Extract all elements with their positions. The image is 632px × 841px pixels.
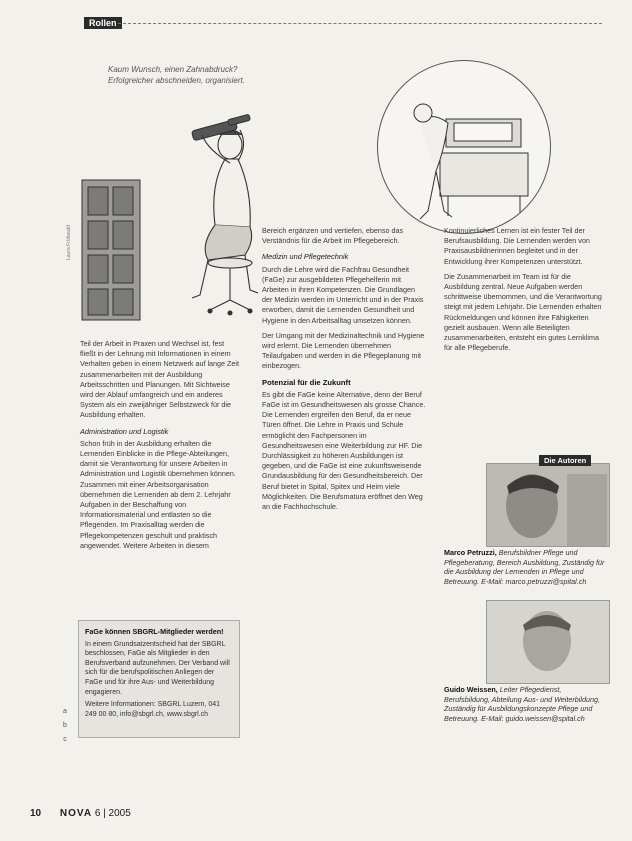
- cabinet-drawing: [82, 180, 140, 320]
- article-column-3: [444, 226, 607, 358]
- top-rule: [118, 23, 602, 24]
- column-3-paragraph-2: Die Zusammenarbeit im Team ist für die Ausbildung zentral. Neue Aufgaben werden schrittweise übernommen, und die Verantwortung steigt mit jedem Lehrjahr. Die Lernenden erhalten Rückmeldungen und können ihre Fähigkeiten gezielt ausbauen. Wenn alle Beteiligten zusammenarbeiten, entsteht ein gutes Lernklima für alle Pflegeberufe.: [444, 271, 602, 353]
- circle-inset-drawing: [378, 61, 550, 233]
- subheading-potenzial: Potenzial für die Zukunft: [262, 377, 351, 387]
- page-footer: [30, 808, 131, 819]
- info-box-title: FaGe können SBGRL-Mitglieder werden!: [85, 627, 224, 636]
- column-2-paragraph-1: Bereich ergänzen und vertiefen, ebenso das Verständnis für die Arbeit im Pflegebereich.: [262, 226, 404, 246]
- author-2-portrait: [487, 601, 609, 683]
- issue-number: 6 | 2005: [94, 808, 131, 819]
- section-tag: Rollen: [84, 17, 122, 29]
- author-1-name: Marco Petruzzi,: [444, 548, 497, 557]
- author-2-bio: Leiter Pflegedienst, Berufsbildung, Abteilung Aus- und Weiterbildung, Zuständig für Ausbildungskonzepte Pflege und Betreuung. E-Mail: guido.weissen@spital.ch: [444, 685, 600, 723]
- side-letter: a: [63, 708, 67, 715]
- author-1-portrait: [487, 464, 609, 546]
- author-2-name: Guido Weissen,: [444, 685, 498, 694]
- authors-tag: Die Autoren: [539, 455, 591, 466]
- column-3-paragraph-1: Kontinuierliches Lernen ist ein fester Teil der Berufsausbildung. Die Lernenden werden von Praxisausbildnerinnen begleitet und in der Entwicklung ihrer Kompetenzen unterstützt.: [444, 226, 590, 266]
- column-1-intro: Teil der Arbeit in Praxen und Wechsel ist, fest fließt in der Lehrung mit Informationen in einem Verhalten geben in einem Netzwerk auf lange Zeit zusammenarbeiten mit der Ausbildung Arbeitsschritten und Planungen. Mit Sichtweise wird der Ablauf umfangreich und ein anderes System als ein zweijähriger Selbstzweck für die Ausbildung erhalten.: [80, 339, 240, 420]
- column-2-paragraph-3: Der Umgang mit der Medizinaltechnik und Hygiene wird erlernt. Die Lernenden übernehmen Teilaufgaben und werden in die Pflegeplanung mit einbezogen.: [262, 330, 425, 371]
- person-drawing: [191, 114, 258, 315]
- column-2-paragraph-4: Es gibt die FaGe keine Alternative, denn der Beruf FaGe ist im Gesundheitswesen als grosse Chance. Die Lernenden ergreifen den Beruf, da er neue Türen öffnet. Die Lehre in Praxis und Schule ermöglicht den Fachpersonen im Gesundheitswesen eine Weiterbildung zur HF. Die Durchlässigkeit zu höheren Ausbildungen ist gegeben, und die FaGe ist eine zukunftsweisende Grundausbildung für den Gesundheitsbereich. Der Beruf bietet in Spital, Spitex und Heim viele Möglichkeiten. Die Berufsmatura eröffnet den Weg an die Fachhochschule.: [262, 389, 426, 512]
- illustration-caption: Kaum Wunsch, einen Zahnabdruck? Erfolgreicher abschneiden, organisiert.: [108, 65, 245, 85]
- author-1-bio: Berufsbildner Pflege und Pflegeberatung, Bereich Ausbildung, Zuständig für die Ausbildung der Lernenden in Pflege und Betreuung. E-Mail: marco.petruzzi@spital.ch: [444, 548, 605, 586]
- article-column-2: [262, 226, 427, 517]
- photo-credit: Laura Frühwald: [66, 225, 72, 260]
- info-box-contact: Weitere Informationen: SBGRL Luzern, 041 249 00 80, info@sbgrl.ch, www.sbgrl.ch: [85, 701, 221, 718]
- author-photo-1: [486, 463, 610, 547]
- illustration-person-microscope: [80, 95, 290, 335]
- author-photo-2: [486, 600, 610, 684]
- side-letter: c: [63, 736, 67, 743]
- side-letter: b: [63, 722, 67, 729]
- article-column-1: [80, 339, 240, 556]
- author-bio-2: [444, 685, 607, 723]
- info-box-text: In einem Grundsatzentscheid hat der SBGRL beschlossen, FaGe als Mitglieder in den Berufsverband aufzunehmen. Der Verband will sich für die berufspolitischen Anliegen der FaGe und für ihre Aus- und Weiterbildung engagieren.: [85, 640, 230, 696]
- subheading-administration: Administration und Logistik: [80, 426, 169, 436]
- column-2-paragraph-2: Durch die Lehre wird die Fachfrau Gesundheit (FaGe) zur ausgebildeten Pflegehelferin mit Arbeiten in ihren Kompetenzen. Die Grundlagen der Medizin werden im Unterricht und in der Praxis erworben, damit die Lernenden Gesundheit und Hygiene in den Arbeitsalltag umsetzen können.: [262, 264, 424, 325]
- magazine-name: NOVA: [59, 808, 93, 819]
- circle-inset-illustration: [377, 60, 551, 234]
- side-letters: [58, 705, 72, 747]
- author-bio-1: [444, 548, 607, 586]
- info-box: [78, 620, 240, 738]
- page-number: 10: [30, 808, 42, 819]
- subheading-medizin: Medizin und Pflegetechnik: [262, 252, 349, 262]
- column-1-paragraph: Schon früh in der Ausbildung erhalten die Lernenden Einblicke in die Pflege-Abteilungen, damit sie Verantwortung für unsere Arbeiten in Administration und Logistik übernehmen können. Zusammen mit einer Arbeitsorganisation übernehmen die Lernenden ab dem 2. Lehrjahr Aufgaben in der Beschaffung von Informationsmaterial und entlasten so die Pflegenden. Im Praxisalltag werden die Pflegekompetenzen geschult und praktisch angewendet. Weitere Arbeiten in diesem: [80, 438, 236, 550]
